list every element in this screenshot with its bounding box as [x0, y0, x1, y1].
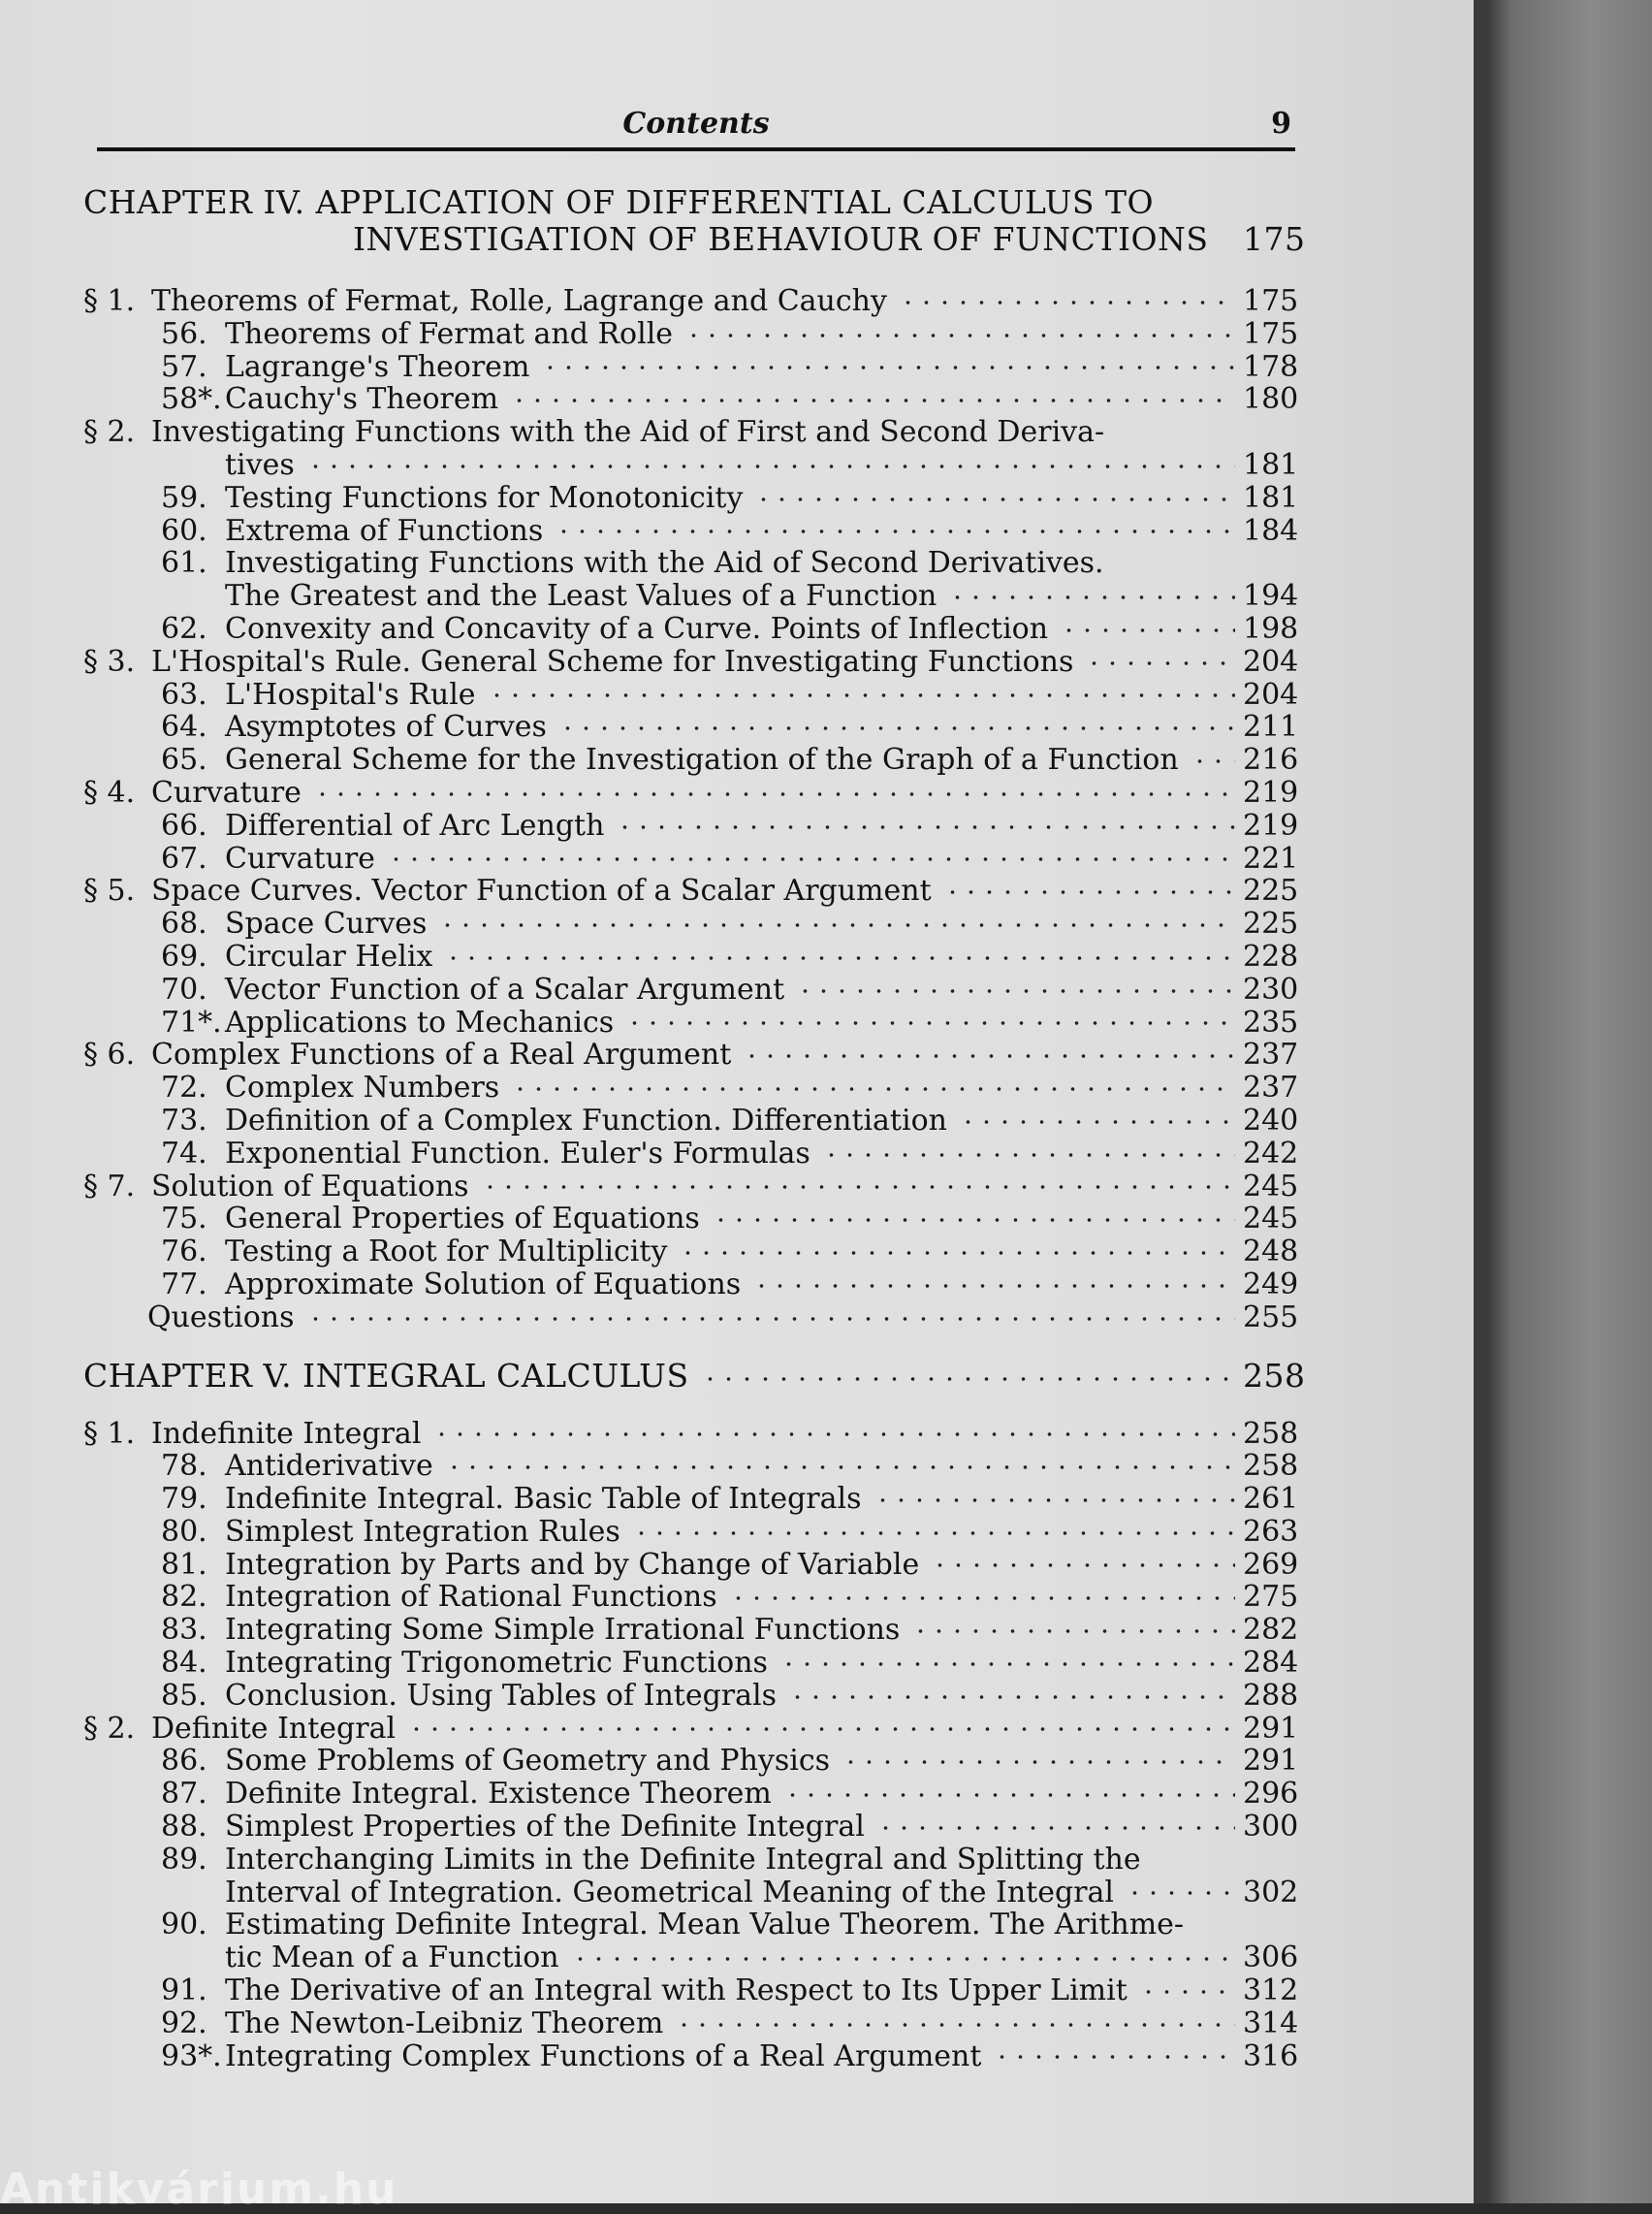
entry-title: Complex Functions of a Real Argument — [151, 1038, 732, 1073]
entry-title: Curvature — [151, 775, 302, 810]
chapter-heading — [83, 1356, 1306, 1395]
entry-page: 225 — [1243, 874, 1299, 909]
entry-title: Integration by Parts and by Change of Variable — [225, 1547, 920, 1582]
entry-number: 89. — [161, 1842, 207, 1877]
entry-title: Investigating Functions with the Aid of First and Second Deriva- — [151, 415, 1105, 450]
entry-page: 306 — [1243, 1941, 1299, 1975]
dot-leader — [681, 326, 1235, 345]
dot-leader — [403, 1719, 1235, 1739]
dot-leader — [429, 1425, 1235, 1444]
entry-number: 80. — [161, 1514, 207, 1549]
entry-number: 76. — [161, 1235, 207, 1269]
chapter-heading-continued — [83, 220, 1306, 258]
entry-title: Definition of a Complex Function. Differentiation — [225, 1103, 947, 1138]
dot-leader — [873, 1818, 1235, 1838]
dot-leader — [434, 915, 1235, 935]
entry-page: 178 — [1243, 349, 1299, 384]
entry-number: 81. — [161, 1547, 207, 1582]
dot-leader — [567, 1949, 1235, 1969]
entry-title: Extrema of Functions — [225, 513, 544, 548]
entry-page: 284 — [1243, 1646, 1299, 1681]
book-spine — [1474, 0, 1652, 2203]
entry-page: 242 — [1243, 1136, 1299, 1171]
toc-entry — [83, 644, 1299, 679]
entry-number: 66. — [161, 808, 207, 843]
entry-page: 269 — [1243, 1547, 1299, 1582]
entry-page: 240 — [1243, 1103, 1299, 1138]
entry-number: § 1. — [83, 1416, 136, 1451]
entry-title: Solution of Equations — [151, 1169, 469, 1203]
toc-entry — [83, 349, 1299, 384]
toc-entry — [83, 743, 1299, 778]
toc-entry — [83, 1267, 1299, 1301]
entry-title: Indefinite Integral. Basic Table of Integrals — [225, 1482, 862, 1517]
dot-leader — [1135, 1982, 1235, 2002]
toc-entry — [83, 677, 1299, 712]
entry-title: Lagrange's Theorem — [225, 349, 530, 384]
entry-number: § 6. — [83, 1038, 136, 1073]
entry-page: 219 — [1243, 808, 1299, 843]
toc-entry — [83, 1136, 1299, 1171]
toc-entry — [83, 1678, 1299, 1713]
entry-title: Space Curves. Vector Function of a Scalar Argument — [151, 874, 932, 909]
toc-entry — [83, 1973, 1299, 2008]
entry-page: 258 — [1243, 1449, 1299, 1484]
entry-title: L'Hospital's Rule — [225, 677, 476, 712]
entry-title: Integrating Trigonometric Functions — [225, 1646, 768, 1681]
entry-page: 184 — [1243, 513, 1299, 548]
entry-number: 65. — [161, 743, 207, 778]
entry-title: Theorems of Fermat, Rolle, Lagrange and Cauchy — [151, 284, 887, 318]
entry-number: 92. — [161, 2005, 207, 2040]
dot-leader — [1187, 752, 1235, 771]
entry-title: Applications to Mechanics — [225, 1005, 615, 1040]
dot-leader — [776, 1654, 1235, 1674]
dot-leader — [612, 818, 1235, 837]
dot-leader — [440, 948, 1235, 968]
running-head-title: Contents — [622, 107, 770, 141]
toc-entry — [83, 316, 1299, 351]
dot-leader — [907, 1621, 1235, 1641]
toc-entry — [83, 447, 1299, 482]
dot-leader — [697, 1369, 1235, 1389]
toc-entry — [83, 1514, 1299, 1549]
toc-entry — [83, 1071, 1299, 1106]
chapter-heading — [83, 184, 1293, 221]
entry-page: 219 — [1243, 775, 1299, 810]
page-number: 9 — [1271, 107, 1291, 141]
entry-title: Integrating Some Simple Irrational Functions — [225, 1613, 901, 1648]
toc-entry — [83, 513, 1299, 548]
dot-leader — [383, 850, 1235, 869]
toc-entry — [83, 284, 1299, 318]
entry-title: Exponential Function. Euler's Formulas — [225, 1136, 810, 1171]
entry-number: 64. — [161, 710, 207, 745]
dot-leader — [1122, 1883, 1235, 1903]
entry-number: 77. — [161, 1267, 207, 1301]
entry-title: Convexity and Concavity of a Curve. Points of Inflection — [225, 611, 1049, 646]
entry-title: tic Mean of a Function — [225, 1941, 559, 1975]
toc-entry — [83, 1580, 1299, 1615]
entry-page: 181 — [1243, 447, 1299, 482]
dot-leader — [944, 588, 1235, 607]
dot-leader — [484, 686, 1235, 705]
entry-page: 245 — [1243, 1169, 1299, 1203]
toc-entry — [83, 808, 1299, 843]
dot-leader — [537, 358, 1235, 377]
entry-number: § 2. — [83, 415, 136, 450]
toc-entry — [83, 1547, 1299, 1582]
toc-entry — [83, 416, 1293, 449]
entry-title: Some Problems of Geometry and Physics — [225, 1744, 831, 1779]
toc-entry — [83, 1005, 1299, 1040]
entry-title: General Scheme for the Investigation of the Graph of a Function — [225, 743, 1179, 778]
toc-entry — [83, 710, 1299, 745]
entry-number: § 3. — [83, 644, 136, 679]
entry-title: The Greatest and the Least Values of a Function — [225, 579, 937, 614]
entry-number: 62. — [161, 611, 207, 646]
toc-entry — [83, 1777, 1299, 1812]
entry-number: 86. — [161, 1744, 207, 1779]
entry-number: 78. — [161, 1449, 207, 1484]
entry-page: 261 — [1243, 1482, 1299, 1517]
entry-number: 71*. — [161, 1005, 222, 1040]
chapter-page: 175 — [1243, 220, 1306, 258]
entry-title: Antiderivative — [225, 1449, 433, 1484]
entry-number: 69. — [161, 939, 207, 974]
toc-entry — [83, 382, 1299, 417]
entry-page: 175 — [1243, 316, 1299, 351]
dot-leader — [302, 1309, 1236, 1329]
toc-entry — [83, 972, 1299, 1007]
dot-leader — [302, 457, 1235, 476]
dot-leader — [1056, 621, 1235, 640]
entry-page: 312 — [1243, 1973, 1299, 2008]
entry-page: 198 — [1243, 611, 1299, 646]
entry-title: Space Curves — [225, 907, 428, 942]
toc-entry — [83, 611, 1299, 646]
chapter5-entries — [83, 1416, 1299, 2073]
entry-title: Conclusion. Using Tables of Integrals — [225, 1678, 777, 1713]
entry-number: 93*. — [161, 2038, 222, 2073]
toc-entry — [83, 2005, 1299, 2040]
entry-page: 314 — [1243, 2005, 1299, 2040]
toc-entry — [83, 939, 1299, 974]
entry-title: Complex Numbers — [225, 1071, 500, 1106]
dot-leader — [748, 1276, 1235, 1296]
entry-number: 84. — [161, 1646, 207, 1681]
entry-page: 228 — [1243, 939, 1299, 974]
toc-entry — [83, 1449, 1299, 1484]
entry-number: 79. — [161, 1482, 207, 1517]
dot-leader — [792, 981, 1235, 1001]
toc-entry — [83, 1038, 1299, 1073]
entry-number: 73. — [161, 1103, 207, 1138]
entry-title: Differential of Arc Length — [225, 808, 605, 843]
dot-leader — [989, 2047, 1235, 2067]
toc-entry — [83, 1300, 1299, 1334]
entry-page: 300 — [1243, 1810, 1299, 1845]
entry-number: 91. — [161, 1973, 207, 2008]
toc-entry — [83, 2038, 1299, 2073]
toc-entry — [83, 1613, 1299, 1648]
entry-page: 194 — [1243, 579, 1299, 614]
dot-leader — [628, 1524, 1235, 1543]
entry-number: 57. — [161, 349, 207, 384]
entry-page: 316 — [1243, 2038, 1299, 2073]
entry-page: 245 — [1243, 1202, 1299, 1236]
toc-entry — [83, 480, 1299, 515]
entry-title: The Derivative of an Integral with Respect to Its Upper Limit — [225, 1973, 1128, 2008]
toc-entry — [83, 1482, 1299, 1517]
entry-page: 255 — [1243, 1300, 1299, 1334]
entry-number: 67. — [161, 841, 207, 876]
entry-page: 211 — [1243, 710, 1299, 745]
entry-number: § 4. — [83, 775, 136, 810]
entry-page: 275 — [1243, 1580, 1299, 1615]
entry-page: 235 — [1243, 1005, 1299, 1040]
dot-leader — [671, 2015, 1235, 2035]
entry-number: § 5. — [83, 874, 136, 909]
entry-title: Testing a Root for Multiplicity — [225, 1235, 668, 1269]
entry-title: Vector Function of a Scalar Argument — [225, 972, 785, 1007]
entry-title: Asymptotes of Curves — [225, 710, 547, 745]
entry-title: Interval of Integration. Geometrical Meaning of the Integral — [225, 1875, 1115, 1909]
entry-page: 249 — [1243, 1267, 1299, 1301]
entry-page: 291 — [1243, 1744, 1299, 1779]
dot-leader — [939, 882, 1235, 902]
dot-leader — [955, 1112, 1235, 1132]
entry-page: 230 — [1243, 972, 1299, 1007]
entry-number: 59. — [161, 480, 207, 515]
entry-title: Circular Helix — [225, 939, 433, 974]
dot-leader — [441, 1458, 1235, 1477]
entry-number: 61. — [161, 546, 207, 581]
entry-title: Simplest Properties of the Definite Integral — [225, 1810, 865, 1845]
entry-title: Definite Integral — [151, 1711, 397, 1746]
entry-title: Integrating Complex Functions of a Real Argument — [225, 2038, 982, 2073]
toc-entry — [83, 1711, 1299, 1746]
entry-title: Integration of Rational Functions — [225, 1580, 717, 1615]
entry-title: Cauchy's Theorem — [225, 382, 499, 417]
entry-page: 302 — [1243, 1875, 1299, 1909]
entry-title: tives — [225, 447, 295, 482]
toc-entry — [83, 579, 1299, 614]
toc-entry — [83, 1646, 1299, 1681]
entry-title: Testing Functions for Monotonicity — [225, 480, 744, 515]
dot-leader — [927, 1556, 1235, 1575]
entry-page: 225 — [1243, 907, 1299, 942]
dot-leader — [506, 391, 1235, 410]
toc-entry — [83, 874, 1299, 909]
entry-number: 72. — [161, 1071, 207, 1106]
dot-leader — [477, 1177, 1235, 1197]
entry-page: 204 — [1243, 677, 1299, 712]
toc-entry — [83, 1810, 1299, 1845]
toc-entry — [83, 1103, 1299, 1138]
entry-title: L'Hospital's Rule. General Scheme for Investigating Functions — [151, 644, 1074, 679]
toc-entry — [83, 1416, 1299, 1451]
entry-title: Approximate Solution of Equations — [225, 1267, 742, 1301]
entry-title: Investigating Functions with the Aid of Second Derivatives. — [225, 546, 1104, 581]
entry-title: Theorems of Fermat and Rolle — [225, 316, 674, 351]
toc-entry — [83, 907, 1299, 942]
entry-page: 237 — [1243, 1071, 1299, 1106]
entry-number: 88. — [161, 1810, 207, 1845]
toc-entry — [83, 1941, 1299, 1975]
entry-number: 75. — [161, 1202, 207, 1236]
entry-number: 56. — [161, 316, 207, 351]
entry-page: 296 — [1243, 1777, 1299, 1812]
entry-title: Definite Integral. Existence Theorem — [225, 1777, 772, 1812]
chapter-title: CHAPTER IV. APPLICATION OF DIFFERENTIAL CALCULUS TO — [83, 183, 1155, 221]
entry-page: 221 — [1243, 841, 1299, 876]
toc-entry — [83, 1844, 1293, 1877]
entry-number: § 2. — [83, 1711, 136, 1746]
entry-number: 85. — [161, 1678, 207, 1713]
entry-page: 204 — [1243, 644, 1299, 679]
dot-leader — [708, 1210, 1235, 1230]
dot-leader — [750, 490, 1235, 509]
entry-number: § 7. — [83, 1169, 136, 1203]
dot-leader — [895, 293, 1235, 312]
entry-page: 288 — [1243, 1678, 1299, 1713]
dot-leader — [818, 1145, 1235, 1165]
entry-title: Questions — [147, 1300, 295, 1334]
entry-page: 291 — [1243, 1711, 1299, 1746]
entry-page: 175 — [1243, 284, 1299, 318]
entry-page: 237 — [1243, 1038, 1299, 1073]
entry-number: 87. — [161, 1777, 207, 1812]
dot-leader — [838, 1752, 1235, 1772]
toc-entry — [83, 1744, 1299, 1779]
entry-number: 83. — [161, 1613, 207, 1648]
dot-leader — [725, 1588, 1235, 1608]
entry-number: 63. — [161, 677, 207, 712]
dot-leader — [551, 522, 1235, 541]
toc-entry — [83, 547, 1293, 580]
entry-page: 181 — [1243, 480, 1299, 515]
toc-entry — [83, 775, 1299, 810]
dot-leader — [739, 1046, 1235, 1066]
entry-title: Estimating Definite Integral. Mean Value Theorem. The Arithme- — [225, 1908, 1185, 1942]
entry-page: 263 — [1243, 1514, 1299, 1549]
entry-number: 68. — [161, 907, 207, 942]
entry-page: 248 — [1243, 1235, 1299, 1269]
dot-leader — [675, 1243, 1235, 1263]
entry-number: § 1. — [83, 284, 136, 318]
toc-entry — [83, 1875, 1299, 1909]
entry-title: Simplest Integration Rules — [225, 1514, 620, 1549]
entry-title: Curvature — [225, 841, 375, 876]
toc-entry — [83, 1202, 1299, 1236]
toc-entry — [83, 1909, 1293, 1941]
dot-leader — [507, 1079, 1235, 1099]
entry-page: 180 — [1243, 382, 1299, 417]
dot-leader — [309, 785, 1235, 804]
entry-number: 58*. — [161, 382, 222, 417]
entry-title: General Properties of Equations — [225, 1202, 700, 1236]
entry-page: 216 — [1243, 743, 1299, 778]
chapter-title-continued: INVESTIGATION OF BEHAVIOUR OF FUNCTIONS — [353, 220, 1209, 258]
entry-number: 82. — [161, 1580, 207, 1615]
dot-leader — [779, 1785, 1235, 1805]
dot-leader — [784, 1687, 1235, 1707]
toc-entry — [83, 1235, 1299, 1269]
entry-number: 70. — [161, 972, 207, 1007]
entry-title: The Newton-Leibniz Theorem — [225, 2005, 664, 2040]
entry-title: Interchanging Limits in the Definite Integral and Splitting the — [225, 1842, 1141, 1877]
entry-page: 258 — [1243, 1416, 1299, 1451]
chapter4-entries — [83, 284, 1299, 1334]
chapter-title: CHAPTER V. INTEGRAL CALCULUS — [83, 1356, 689, 1395]
dot-leader — [1081, 654, 1235, 673]
watermark: Antikvárium.hu — [0, 2165, 398, 2214]
entry-number: 90. — [161, 1908, 207, 1942]
entry-number: 74. — [161, 1136, 207, 1171]
entry-number: 60. — [161, 513, 207, 548]
entry-title: Indefinite Integral — [151, 1416, 422, 1451]
dot-leader — [555, 719, 1235, 738]
dot-leader — [870, 1491, 1236, 1510]
entry-page: 282 — [1243, 1613, 1299, 1648]
dot-leader — [621, 1013, 1235, 1033]
running-head — [97, 103, 1295, 151]
toc-entry — [83, 841, 1299, 876]
table-of-contents — [83, 183, 1306, 2073]
chapter-page: 258 — [1243, 1356, 1306, 1395]
toc-entry — [83, 1169, 1299, 1203]
